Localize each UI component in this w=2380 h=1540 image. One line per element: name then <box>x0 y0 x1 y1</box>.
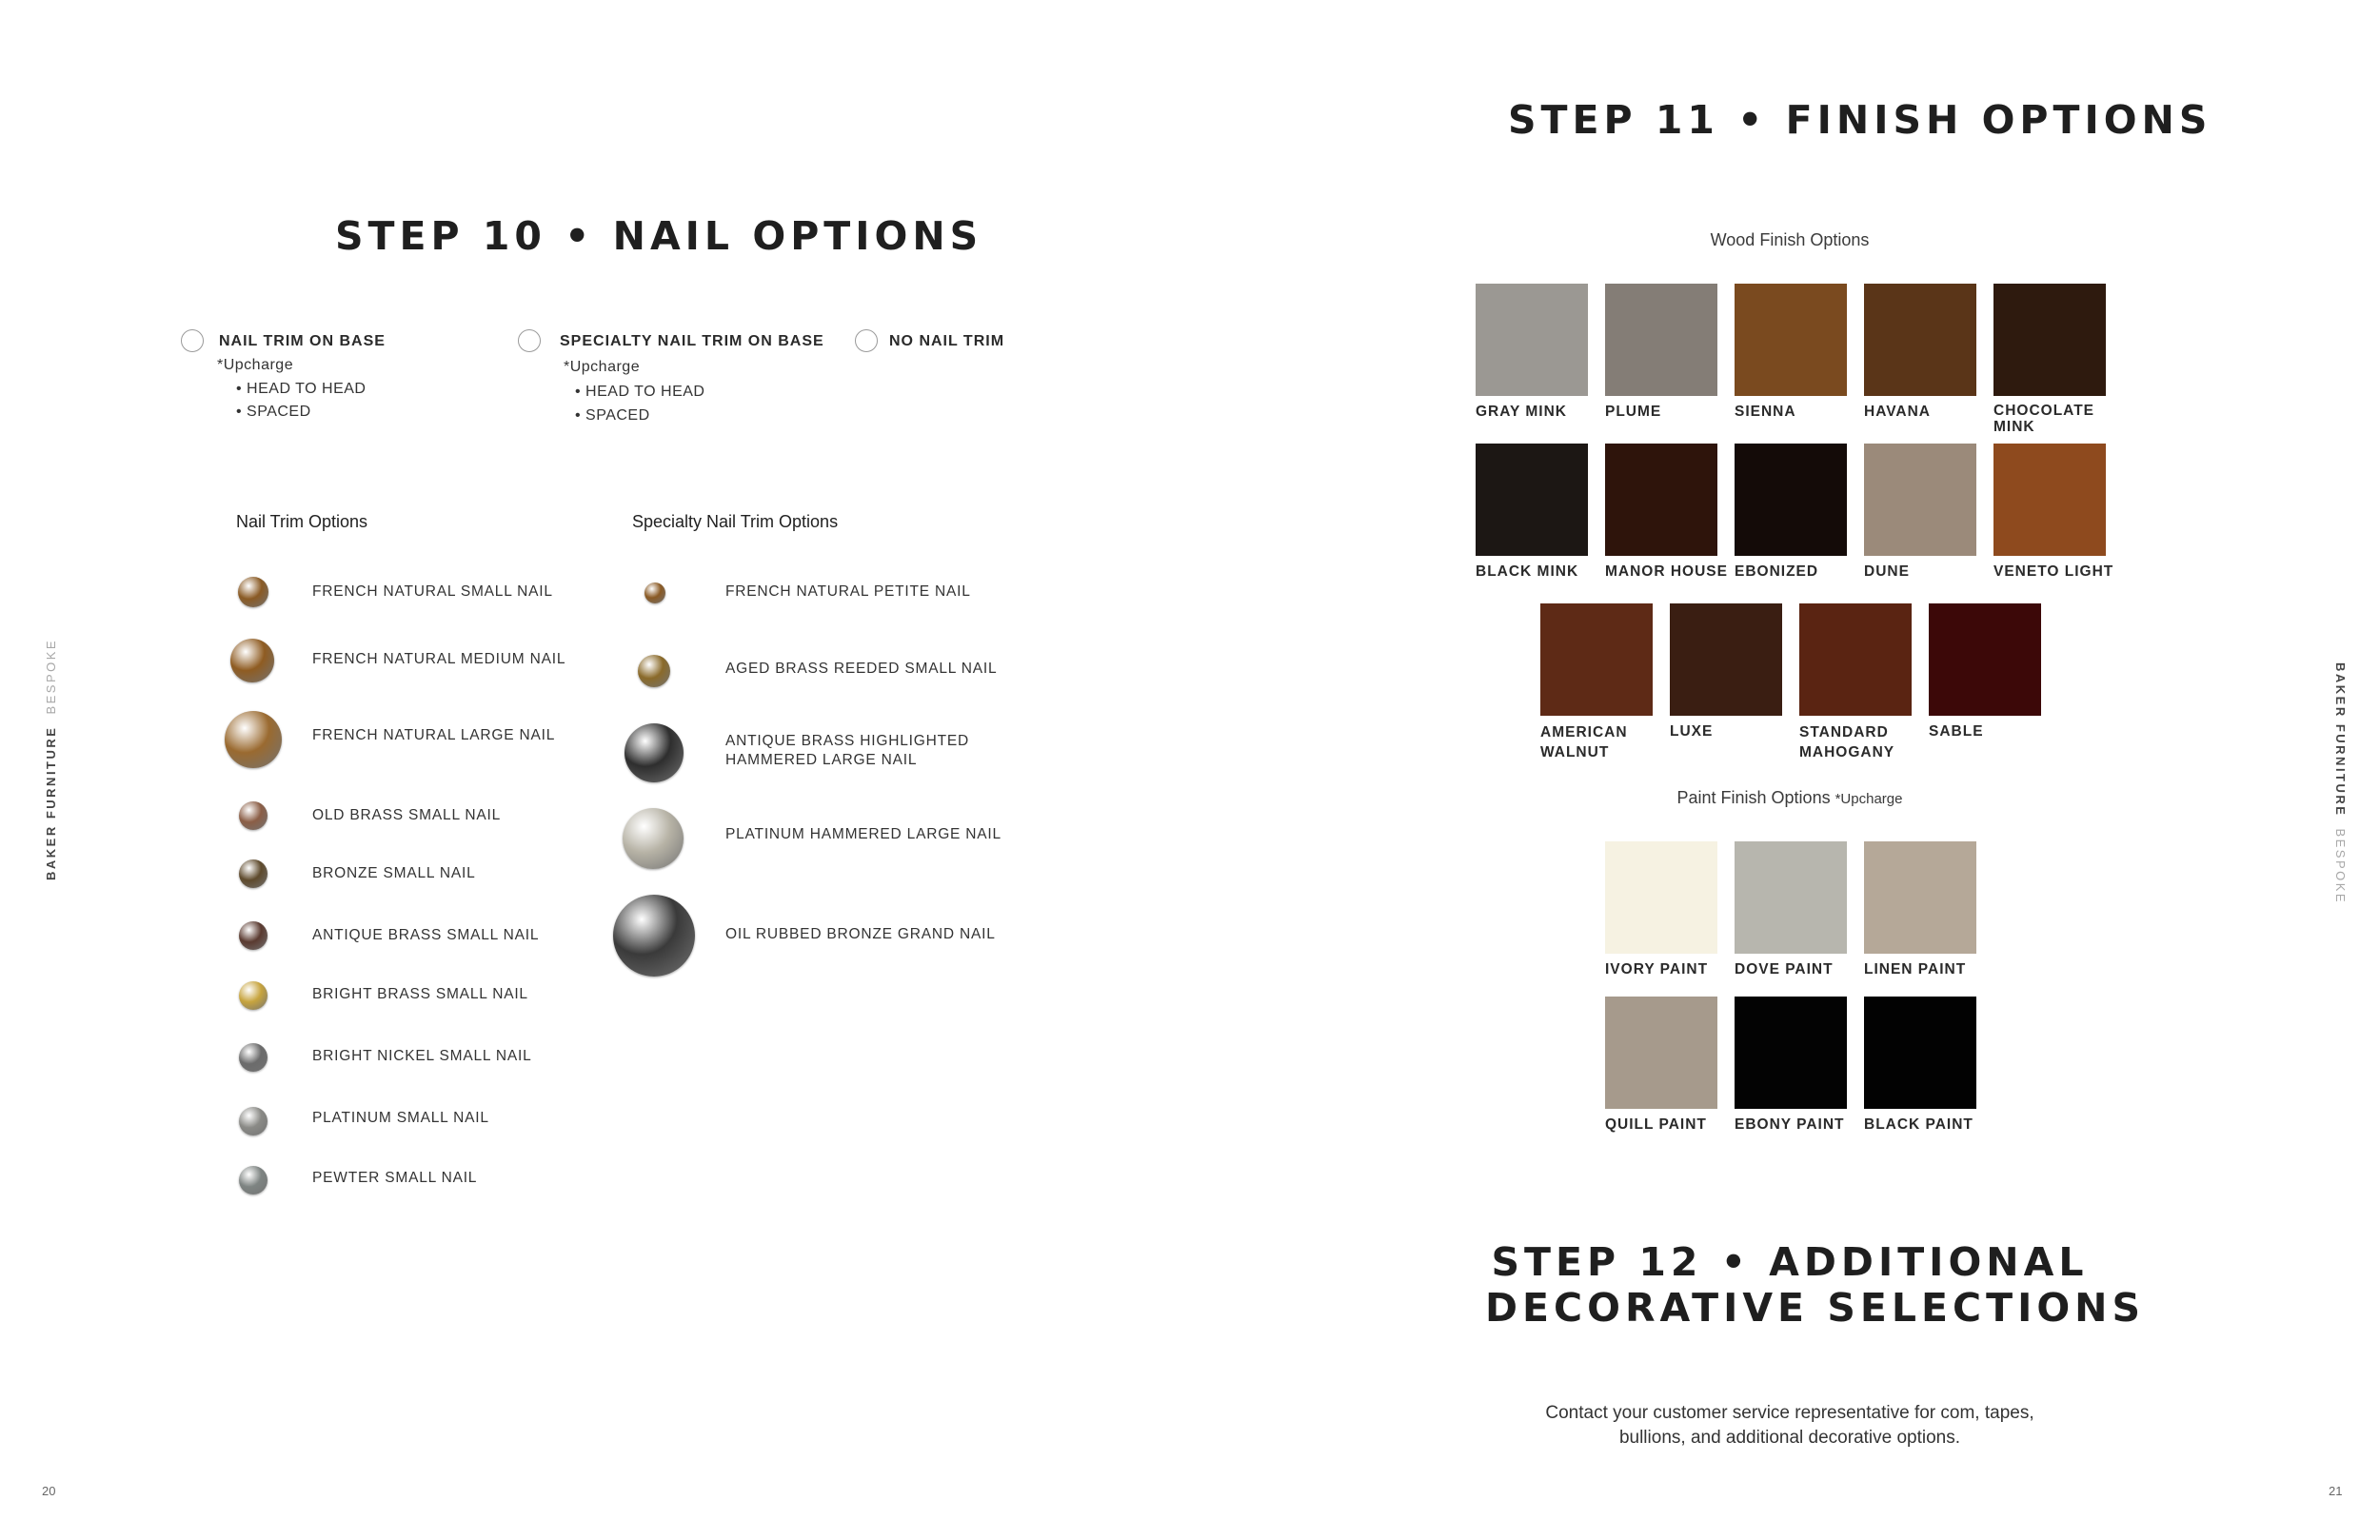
wood-swatch-standard-mahogany[interactable] <box>1799 603 1927 762</box>
paint-swatch-ivory[interactable] <box>1605 841 1733 978</box>
label-line: WALNUT <box>1540 744 1610 760</box>
finish-label: HAVANA <box>1864 404 1932 420</box>
brass-nail-icon <box>239 921 268 950</box>
radio-circle[interactable] <box>181 329 204 352</box>
finish-swatch[interactable] <box>1735 841 1847 954</box>
radio-label: SPECIALTY NAIL TRIM ON BASE <box>560 333 824 349</box>
finish-label: BLACK MINK <box>1476 563 1579 580</box>
nail-option-label: PLATINUM SMALL NAIL <box>312 1110 489 1126</box>
nail-option-label: FRENCH NATURAL MEDIUM NAIL <box>312 651 566 667</box>
finish-label: IVORY PAINT <box>1605 961 1709 977</box>
nail-option-label: BRONZE SMALL NAIL <box>312 865 476 881</box>
nickel-nail-icon <box>239 1043 268 1072</box>
side-brand-right <box>2333 662 2348 904</box>
bronze-nail-icon <box>239 859 268 888</box>
label-line: HAMMERED LARGE NAIL <box>725 752 918 768</box>
paint-heading-text: Paint Finish Options <box>1676 788 1831 807</box>
finish-swatch[interactable] <box>1864 284 1976 396</box>
nail-option-label: BRIGHT BRASS SMALL NAIL <box>312 986 528 1002</box>
radio-label: NAIL TRIM ON BASE <box>219 333 386 349</box>
finish-swatch[interactable] <box>1605 284 1717 396</box>
finish-label: EBONY PAINT <box>1735 1116 1845 1133</box>
finish-label: BLACK PAINT <box>1864 1116 1973 1133</box>
finish-label: GRAY MINK <box>1476 404 1567 420</box>
finish-swatch[interactable] <box>1735 284 1847 396</box>
specialty-option-label: OIL RUBBED BRONZE GRAND NAIL <box>725 926 996 942</box>
nail-option-label: PEWTER SMALL NAIL <box>312 1170 478 1186</box>
nail-option-label: FRENCH NATURAL SMALL NAIL <box>312 583 553 600</box>
wood-swatch-chocolate-mink[interactable] <box>1993 284 2121 435</box>
finish-label: DUNE <box>1864 563 1910 580</box>
finish-swatch[interactable] <box>1605 444 1717 556</box>
finish-label: VENETO LIGHT <box>1993 563 2114 580</box>
wood-swatch-veneto-light[interactable] <box>1993 444 2121 581</box>
label-line: STANDARD <box>1799 724 1889 740</box>
title-line: STEP 12 • ADDITIONAL <box>1491 1239 2089 1285</box>
finish-swatch[interactable] <box>1864 444 1976 556</box>
paint-swatch-linen[interactable] <box>1864 841 1992 978</box>
finish-label: LUXE <box>1670 723 1714 740</box>
upcharge-note: *Upcharge <box>217 357 294 373</box>
pewter-nail-icon <box>239 1166 268 1194</box>
brand-line: BESPOKE <box>44 638 58 715</box>
finish-label: LINEN PAINT <box>1864 961 1967 977</box>
label-line: ANTIQUE BRASS HIGHLIGHTED <box>725 733 969 749</box>
radio-circle[interactable] <box>518 329 541 352</box>
finish-swatch[interactable] <box>1476 444 1588 556</box>
wood-swatch-black-mink[interactable] <box>1476 444 1603 581</box>
bronze-nail-icon <box>225 711 282 768</box>
step-12-title <box>1485 1239 2146 1331</box>
finish-swatch[interactable] <box>1864 841 1976 954</box>
finish-swatch[interactable] <box>1864 997 1976 1109</box>
finish-label: EBONIZED <box>1735 563 1819 580</box>
nail-option-label: BRIGHT NICKEL SMALL NAIL <box>312 1048 532 1064</box>
finish-label: QUILL PAINT <box>1605 1116 1707 1133</box>
label-line: AMERICAN <box>1540 724 1628 740</box>
specialty-option-label: AGED BRASS REEDED SMALL NAIL <box>725 661 998 677</box>
bullet-head-to-head: • HEAD TO HEAD <box>236 381 367 397</box>
finish-label: PLUME <box>1605 404 1662 420</box>
finish-swatch[interactable] <box>1735 997 1847 1109</box>
wood-swatch-havana[interactable] <box>1864 284 1992 421</box>
finish-swatch[interactable] <box>1993 444 2106 556</box>
wood-swatch-plume[interactable] <box>1605 284 1733 421</box>
brass-nail-icon <box>239 981 268 1010</box>
specialty-option-label: FRENCH NATURAL PETITE NAIL <box>725 583 971 600</box>
hammered-nail-icon <box>623 808 684 869</box>
finish-label <box>1799 722 1927 762</box>
finish-label: MANOR HOUSE <box>1605 563 1728 580</box>
finish-swatch[interactable] <box>1605 997 1717 1109</box>
paint-swatch-ebony[interactable] <box>1735 997 1862 1134</box>
bronze-nail-icon <box>230 639 274 682</box>
finish-swatch[interactable] <box>1540 603 1653 716</box>
wood-swatch-american-walnut[interactable] <box>1540 603 1668 762</box>
finish-swatch[interactable] <box>1929 603 2041 716</box>
radio-label: NO NAIL TRIM <box>889 333 1005 349</box>
step-10-title: STEP 10 • NAIL OPTIONS <box>335 213 983 259</box>
finish-swatch[interactable] <box>1670 603 1782 716</box>
label-line: MINK <box>1993 419 2035 435</box>
paint-upcharge-note: *Upcharge <box>1835 791 1903 807</box>
brand-name: BAKER FURNITURE <box>2333 662 2348 818</box>
contact-line: bullions, and additional decorative options. <box>1618 1428 1961 1448</box>
finish-swatch[interactable] <box>1735 444 1847 556</box>
finish-label: SIENNA <box>1735 404 1796 420</box>
finish-swatch[interactable] <box>1605 841 1717 954</box>
paint-swatch-black[interactable] <box>1864 997 1992 1134</box>
paint-swatch-dove[interactable] <box>1735 841 1862 978</box>
page-number-left: 20 <box>42 1484 56 1498</box>
wood-swatch-sable[interactable] <box>1929 603 2056 740</box>
label-line: MAHOGANY <box>1799 744 1895 760</box>
finish-swatch[interactable] <box>1993 284 2106 396</box>
nail-trim-options-heading: Nail Trim Options <box>236 512 368 531</box>
wood-swatch-manor-house[interactable] <box>1605 444 1733 581</box>
side-brand-left <box>44 639 58 880</box>
contact-text <box>1485 1401 2094 1451</box>
brass-nail-icon <box>239 801 268 830</box>
bullet-spaced: • SPACED <box>236 404 311 420</box>
brand-name: BAKER FURNITURE <box>44 725 58 880</box>
wood-swatch-sienna[interactable] <box>1735 284 1862 421</box>
wood-swatch-ebonized[interactable] <box>1735 444 1862 581</box>
nail-option-label: ANTIQUE BRASS SMALL NAIL <box>312 927 540 943</box>
reeded-nail-icon <box>638 655 670 687</box>
specialty-nail-options-heading: Specialty Nail Trim Options <box>632 512 839 531</box>
brand-line: BESPOKE <box>2333 828 2348 905</box>
nail-option-label: OLD BRASS SMALL NAIL <box>312 807 502 823</box>
finish-label: DOVE PAINT <box>1735 961 1834 977</box>
upcharge-note: *Upcharge <box>564 359 641 375</box>
finish-label: SABLE <box>1929 723 1984 740</box>
step-11-title: STEP 11 • FINISH OPTIONS <box>1508 97 2212 143</box>
bullet-spaced: • SPACED <box>575 407 650 424</box>
platinum-nail-icon <box>239 1107 268 1135</box>
bronze-nail-icon <box>645 582 665 603</box>
wood-swatch-luxe[interactable] <box>1670 603 1797 740</box>
label-line: CHOCOLATE <box>1993 403 2095 419</box>
bronze-nail-icon <box>238 577 268 607</box>
finish-swatch[interactable] <box>1476 284 1588 396</box>
page-number-right: 21 <box>2329 1484 2343 1498</box>
finish-swatch[interactable] <box>1799 603 1912 716</box>
title-line: DECORATIVE SELECTIONS <box>1485 1285 2146 1331</box>
bullet-head-to-head: • HEAD TO HEAD <box>575 384 705 400</box>
paint-swatch-quill[interactable] <box>1605 997 1733 1134</box>
finish-label <box>1993 403 2121 435</box>
wood-swatch-dune[interactable] <box>1864 444 1992 581</box>
paint-finish-heading <box>1485 788 2094 808</box>
nail-option-label: FRENCH NATURAL LARGE NAIL <box>312 727 556 743</box>
hammered-nail-icon <box>613 895 695 977</box>
wood-finish-heading: Wood Finish Options <box>1710 230 1870 249</box>
finish-label <box>1540 722 1668 762</box>
specialty-option-label: PLATINUM HAMMERED LARGE NAIL <box>725 826 1002 842</box>
hammered-nail-icon <box>625 723 684 782</box>
radio-circle[interactable] <box>855 329 878 352</box>
contact-line: Contact your customer service representative for com, tapes, <box>1545 1403 2034 1423</box>
wood-swatch-gray-mink[interactable] <box>1476 284 1603 421</box>
specialty-option-label <box>725 732 969 770</box>
